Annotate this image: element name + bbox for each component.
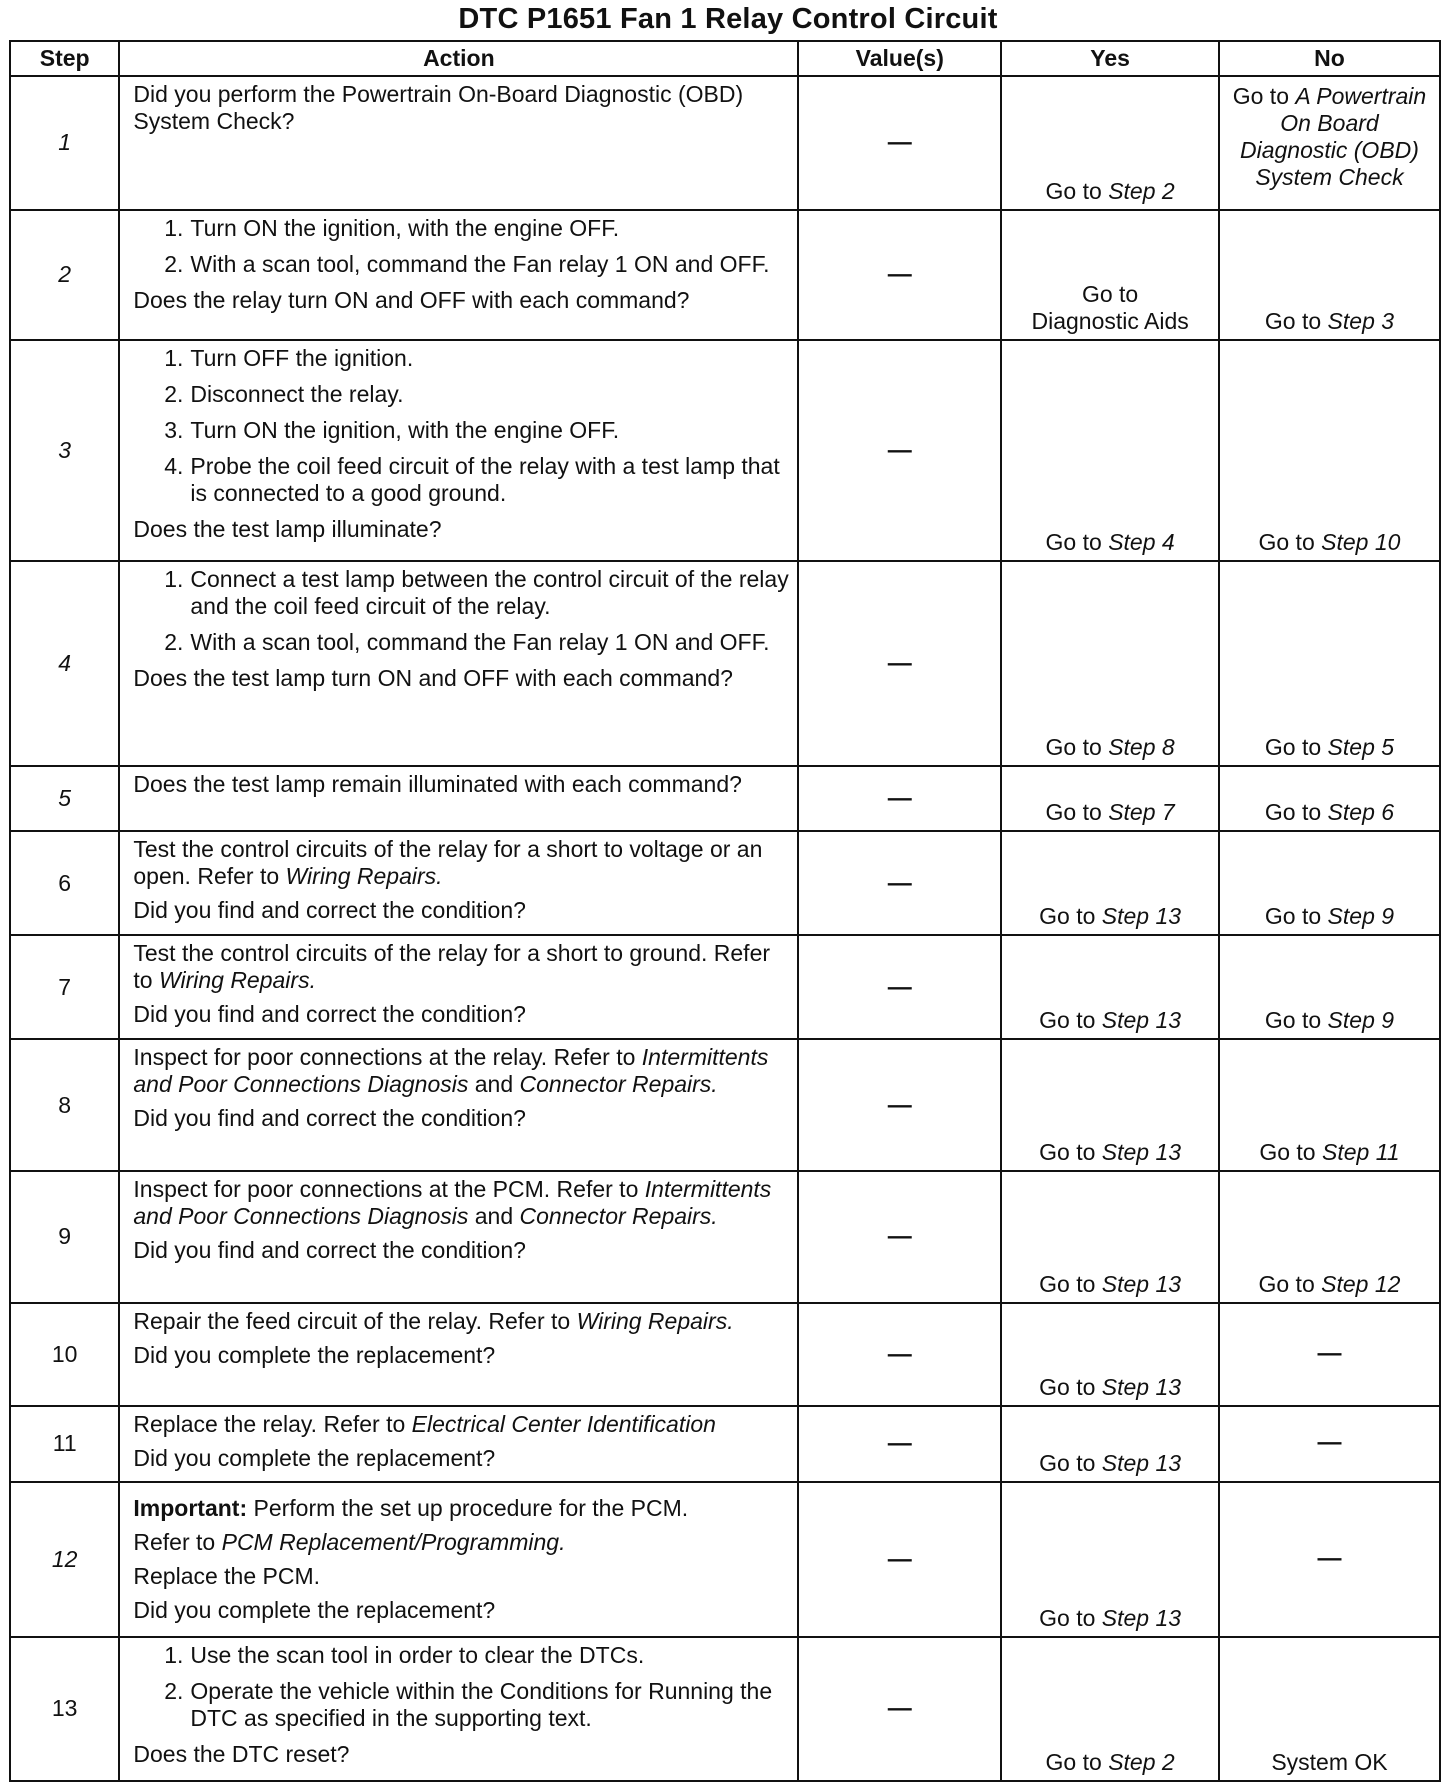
yes-step-ref: Step 13 [1101,1270,1182,1297]
substep-list [133,1642,791,1732]
value-cell [798,935,1001,1039]
value-cell [798,1171,1001,1303]
action-text: Inspect for poor connections at the PCM. Refer to Intermittents and Poor Connections Diagnosis and Connector Repairs. [133,1176,772,1230]
go-to-label: Go to [1264,1007,1322,1034]
reference-link: Electrical Center Identification [411,1411,716,1438]
step-number: 12 [10,1482,119,1637]
step-number: 6 [10,831,119,935]
yes-step-ref: Step 7 [1108,798,1175,825]
no-dash: — [1317,1429,1342,1457]
no-step-ref: Step 3 [1327,307,1395,334]
go-to-label: Go to [1039,1139,1096,1166]
table-row [10,210,1440,340]
value-dash: — [887,1340,912,1368]
header-action: Action [119,41,798,76]
yes-link-ref: Diagnostic Aids [1031,307,1189,334]
reference-link: Wiring Repairs. [285,862,443,889]
table-row [10,935,1440,1039]
action-question: Does the test lamp illuminate? [133,515,442,542]
no-step-ref: Step 9 [1327,903,1395,930]
no-cell [1219,831,1440,935]
diagnostic-table [9,40,1441,1782]
step-number: 2 [10,210,119,340]
go-to-label: Go to [1264,733,1322,760]
step-number: 9 [10,1171,119,1303]
value-dash: — [887,869,912,897]
no-cell [1219,1039,1440,1171]
value-dash: — [887,1695,912,1723]
go-to-label: Go to [1081,280,1139,307]
action-question: Did you find and correct the condition? [133,1001,526,1028]
no-link-ref: A Powertrain On Board Diagnostic (OBD) System Check [1240,83,1427,190]
value-dash: — [887,1545,912,1573]
no-cell [1219,210,1440,340]
action-text: Did you perform the Powertrain On-Board Diagnostic (OBD) System Check? [133,81,744,134]
go-to-label: Go to [1232,83,1289,109]
go-to-label: Go to [1039,1374,1096,1401]
go-to-label: Go to [1045,1749,1102,1775]
no-dash: — [1317,1544,1342,1572]
action-text: Refer to PCM Replacement/Programming. [133,1528,566,1555]
go-to-label: Go to [1045,798,1102,825]
reference-link: Intermittents and Poor Connections Diagnosis [133,1176,772,1230]
action-text: Inspect for poor connections at the relay. Refer to Intermittents and Poor Connections Diagnosis and Connector Repairs. [133,1044,769,1098]
step-number: 8 [10,1039,119,1171]
go-to-label: Go to [1045,529,1102,556]
no-cell [1219,935,1440,1039]
value-cell [798,831,1001,935]
reference-link: Connector Repairs. [519,1203,718,1230]
value-dash: — [887,784,912,812]
value-dash: — [887,973,912,1001]
go-to-label: Go to [1264,798,1322,825]
table-row [10,1039,1440,1171]
action-text: Replace the PCM. [133,1562,321,1589]
table-row [10,1406,1440,1482]
value-dash: — [887,1430,912,1458]
action-question: Does the test lamp turn ON and OFF with each command? [133,665,733,692]
action-cell [119,766,798,831]
substep-item: 2. Operate the vehicle within the Conditions for Running the DTC as specified in the supporting text. [164,1677,773,1731]
no-cell [1219,1406,1440,1482]
action-question: Did you complete the replacement? [133,1341,496,1368]
action-cell [119,1637,798,1781]
table-row [10,1171,1440,1303]
action-question: Did you complete the replacement? [133,1596,496,1623]
value-cell [798,76,1001,210]
yes-step-ref: Step 13 [1101,1374,1182,1401]
value-dash: — [887,261,912,289]
yes-cell [1001,561,1219,765]
go-to-label: Go to [1258,529,1315,556]
yes-cell [1001,831,1219,935]
yes-cell [1001,340,1219,562]
yes-cell [1001,1482,1219,1637]
action-cell [119,1482,798,1637]
value-cell [798,340,1001,562]
substep-item: 1. Turn ON the ignition, with the engine OFF. [164,214,620,241]
table-row [10,76,1440,210]
header-yes: Yes [1001,41,1219,76]
action-question: Does the DTC reset? [133,1740,350,1767]
reference-link: Wiring Repairs. [576,1307,734,1334]
yes-step-ref: Step 13 [1101,1007,1182,1034]
reference-link: PCM Replacement/Programming. [221,1528,566,1555]
step-number: 10 [10,1303,119,1406]
yes-step-ref: Step 8 [1108,733,1175,760]
yes-step-ref: Step 2 [1108,177,1175,204]
yes-cell [1001,1171,1219,1303]
yes-cell [1001,76,1219,210]
no-dash: — [1317,1339,1342,1367]
action-text: Replace the relay. Refer to Electrical Center Identification [133,1411,716,1438]
no-step-ref: Step 6 [1327,798,1395,825]
yes-cell [1001,1406,1219,1482]
table-row [10,561,1440,765]
table-row [10,1482,1440,1637]
yes-cell [1001,766,1219,831]
substep-list [133,345,791,507]
go-to-label: Go to [1039,1007,1096,1034]
go-to-label: Go to [1039,1270,1096,1297]
yes-cell [1001,210,1219,340]
yes-cell [1001,935,1219,1039]
step-number: 3 [10,340,119,562]
go-to-label: Go to [1264,307,1322,334]
step-number: 1 [10,76,119,210]
no-step-ref: Step 5 [1327,733,1395,760]
action-cell [119,76,798,210]
no-step-ref: Step 9 [1327,1007,1395,1034]
header-values: Value(s) [798,41,1001,76]
no-cell [1219,340,1440,562]
no-cell [1219,1171,1440,1303]
no-step-ref: Step 10 [1321,529,1401,556]
substep-item: 4. Probe the coil feed circuit of the relay with a test lamp that is connected to a good ground. [164,452,780,506]
header-row [10,41,1440,76]
document-title: DTC P1651 Fan 1 Relay Control Circuit [458,3,998,35]
yes-step-ref: Step 2 [1108,1749,1175,1775]
yes-cell [1001,1637,1219,1781]
value-dash: — [887,129,912,157]
no-step-ref: Step 12 [1321,1270,1401,1297]
step-number: 5 [10,766,119,831]
go-to-label: Go to [1039,903,1096,930]
substep-list [133,566,791,656]
substep-item: 2. With a scan tool, command the Fan relay 1 ON and OFF. [164,250,770,277]
step-number: 4 [10,561,119,765]
action-cell [119,210,798,340]
substep-item: 1. Connect a test lamp between the control circuit of the relay and the coil feed circuit of the relay. [164,566,789,620]
action-question: Did you find and correct the condition? [133,896,526,923]
table-row [10,831,1440,935]
go-to-label: Go to [1259,1139,1316,1166]
go-to-label: Go to [1039,1449,1096,1476]
value-dash: — [887,649,912,677]
action-question: Does the relay turn ON and OFF with each command? [133,286,690,313]
no-result-text: System OK [1271,1749,1388,1775]
step-number: 7 [10,935,119,1039]
action-cell [119,340,798,562]
reference-link: Intermittents and Poor Connections Diagnosis [133,1044,769,1098]
action-cell [119,561,798,765]
no-step-ref: Step 11 [1322,1139,1400,1166]
substep-item: 2. Disconnect the relay. [164,380,404,407]
action-text: Test the control circuits of the relay for a short to ground. Refer to Wiring Repairs. [133,940,771,994]
step-number: 11 [10,1406,119,1482]
value-cell [798,1637,1001,1781]
action-question: Did you find and correct the condition? [133,1237,526,1264]
action-question: Does the test lamp remain illuminated with each command? [133,770,742,797]
value-cell [798,1039,1001,1171]
yes-step-ref: Step 4 [1108,529,1175,556]
header-no: No [1219,41,1440,76]
value-cell [798,561,1001,765]
yes-cell [1001,1303,1219,1406]
substep-item: 2. With a scan tool, command the Fan relay 1 ON and OFF. [164,629,770,656]
action-question: Did you find and correct the condition? [133,1105,526,1132]
action-cell [119,1039,798,1171]
yes-step-ref: Step 13 [1101,1449,1182,1476]
value-cell [798,210,1001,340]
table-row [10,340,1440,562]
substep-item: 3. Turn ON the ignition, with the engine OFF. [164,416,620,443]
action-cell [119,1303,798,1406]
action-cell [119,1171,798,1303]
important-note: Important: Perform the set up procedure for the PCM. [133,1494,689,1521]
action-question: Did you complete the replacement? [133,1445,496,1472]
value-dash: — [887,1091,912,1119]
yes-step-ref: Step 13 [1101,1604,1182,1631]
no-cell [1219,1303,1440,1406]
value-cell [798,1482,1001,1637]
yes-step-ref: Step 13 [1101,903,1182,930]
table-row [10,1637,1440,1781]
header-step: Step [10,41,119,76]
substep-item: 1. Use the scan tool in order to clear the DTCs. [164,1641,645,1668]
value-dash: — [887,1223,912,1251]
table-row [10,1303,1440,1406]
yes-step-ref: Step 13 [1101,1139,1182,1166]
action-cell [119,831,798,935]
substep-list [133,215,791,278]
action-cell [119,1406,798,1482]
value-cell [798,1406,1001,1482]
value-cell [798,1303,1001,1406]
no-cell [1219,1637,1440,1781]
reference-link: Connector Repairs. [519,1071,718,1098]
go-to-label: Go to [1258,1270,1315,1297]
no-cell [1219,766,1440,831]
go-to-label: Go to [1045,177,1102,204]
no-cell [1219,561,1440,765]
action-text: Test the control circuits of the relay for a short to voltage or an open. Refer to Wiring Repairs. [133,835,763,889]
step-number: 13 [10,1637,119,1781]
action-cell [119,935,798,1039]
value-dash: — [887,436,912,464]
action-text: Repair the feed circuit of the relay. Refer to Wiring Repairs. [133,1307,734,1334]
yes-cell [1001,1039,1219,1171]
go-to-label: Go to [1039,1604,1096,1631]
reference-link: Wiring Repairs. [158,967,316,994]
go-to-label: Go to [1045,733,1102,760]
no-cell [1219,76,1440,210]
no-cell [1219,1482,1440,1637]
go-to-label: Go to [1264,903,1322,930]
substep-item: 1. Turn OFF the ignition. [164,344,414,371]
value-cell [798,766,1001,831]
table-row [10,766,1440,831]
